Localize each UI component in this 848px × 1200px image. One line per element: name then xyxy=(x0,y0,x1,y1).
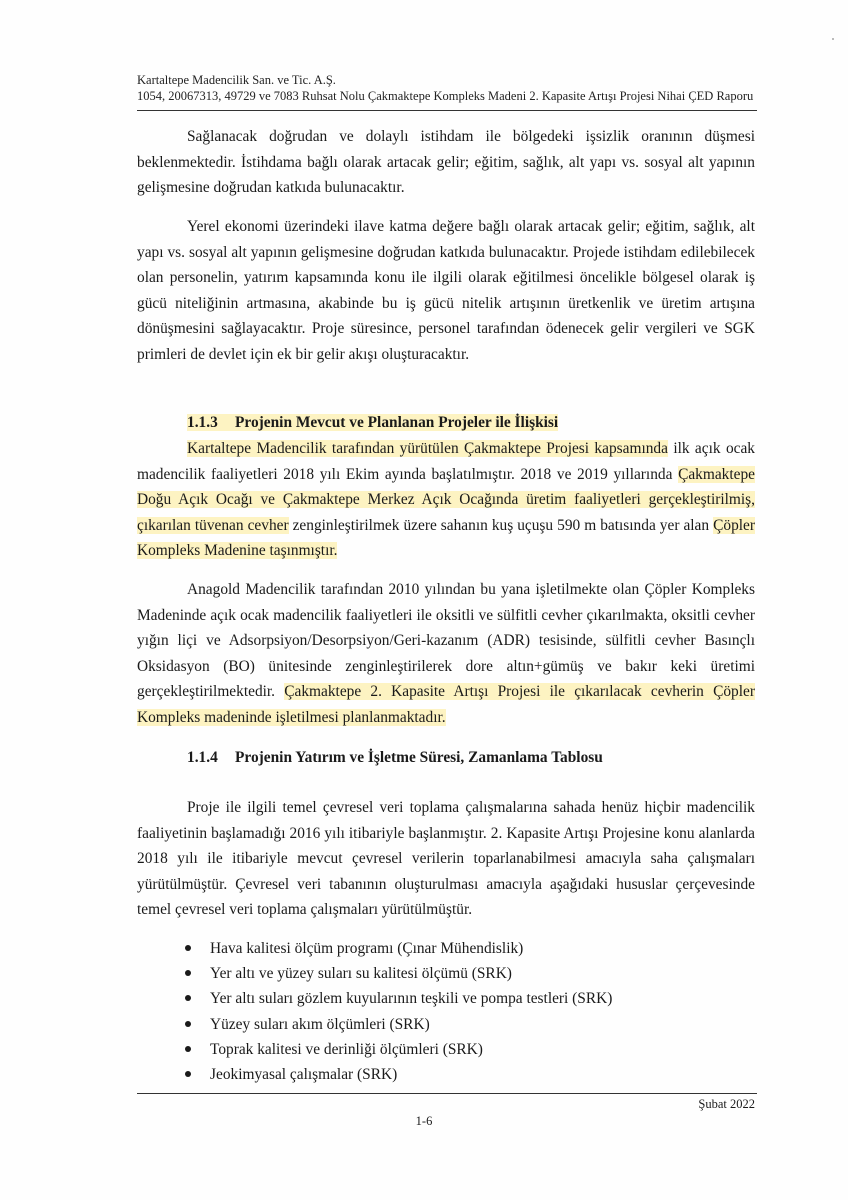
section-title: Projenin Yatırım ve İşletme Süresi, Zamanlama Tablosu xyxy=(235,749,603,766)
list-item: Yüzey suları akım ölçümleri (SRK) xyxy=(180,1012,740,1037)
list-item: Yer altı suları gözlem kuyularının teşkili ve pompa testleri (SRK) xyxy=(180,986,740,1011)
paragraph-data-collection-text: Proje ile ilgili temel çevresel veri toplama çalışmalarına sahada henüz hiçbir madencilik faaliyetinin başlamadığı 2016 yılı itibariyle başlanmıştır. 2. Kapasite Artışı Projesine konu alanlarda 2018 yılı ile itibariyle mevcut çevresel verilerin toparlanabilmesi amacıyla saha çalışmaları yürütülmüştür. Çevresel veri tabanının oluşturulması amacıyla aşağıdaki hususlar çerçevesinde temel çevresel veri toplama çalışmaları yürütülmüştür. xyxy=(137,799,755,919)
body-text: ilk açık ocak madencilik faaliyetleri 2018 yılı Ekim ayında başlatılmıştır. 2018 ve 2019 yıllarında xyxy=(137,440,755,483)
highlight-text: Kartaltepe Madencilik tarafından yürütülen Çakmaktepe Projesi kapsamında xyxy=(187,440,668,457)
highlight-text: Çakmaktepe 2. Kapasite Artışı Projesi ile çıkarılacak cevherin Çöpler Kompleks madeninde işletilmesi planlanmaktadır. xyxy=(137,683,755,726)
paragraph-local-economy-text: Yerel ekonomi üzerindeki ilave katma değere bağlı olarak artacak gelir; eğitim, sağlık, alt yapı vs. sosyal alt yapının gelişmesine doğrudan katkıda bulunacaktır. Projede istihdam edilebilecek olan personelin, yatırım kapsamında konu ile ilgili olarak eğitilmesi öncelikle bölgesel olarak iş gücü niteliğinin artmasına, akabinde bu iş gücü nitelik artışının üretkenlik ve üretim artışına dönüşmesini sağlayacaktır. Proje süresince, personel tarafından ödenecek gelir vergileri ve SGK primleri de devlet için ek bir gelir akışı oluşturacaktır. xyxy=(137,218,755,363)
bullet-icon xyxy=(185,945,191,951)
page-number: 1-6 xyxy=(415,1114,433,1128)
study-list xyxy=(180,936,740,1087)
list-item: Jeokimyasal çalışmalar (SRK) xyxy=(180,1062,740,1087)
running-header xyxy=(137,72,755,104)
paragraph-employment-text: Sağlanacak doğrudan ve dolaylı istihdam ile bölgedeki işsizlik oranının düşmesi beklenmektedir. İstihdama bağlı olarak artacak gelir; eğitim, sağlık, alt yapı vs. sosyal alt yapının gelişmesine doğrudan katkıda bulunacaktır. xyxy=(137,128,755,197)
paragraph-data-collection xyxy=(137,795,755,923)
list-item: Toprak kalitesi ve derinliği ölçümleri (SRK) xyxy=(180,1037,740,1062)
list-item: Hava kalitesi ölçüm programı (Çınar Mühendislik) xyxy=(180,936,740,961)
scan-speck xyxy=(832,38,834,40)
section-heading-1-1-4 xyxy=(187,749,603,767)
header-company: Kartaltepe Madencilik San. ve Tic. A.Ş. xyxy=(137,73,336,87)
body-text: zenginleştirilmek üzere sahanın kuş uçuşu 590 m batısında yer alan xyxy=(288,516,714,534)
paragraph-local-economy xyxy=(137,214,755,368)
footer-date: Şubat 2022 xyxy=(698,1097,755,1111)
body-text: Anagold Madencilik tarafından 2010 yılından bu yana işletilmekte olan Çöpler Kompleks Madeninde açık ocak madencilik faaliyetleri ile oksitli ve sülfitli cevher çıkarılmakta, oksitli cevher yığın liçi ve Adsorpsiyon/Desorpsiyon/Geri-kazanım (ADR) tesisinde, sülfitli cevher Basınçlı Oksidasyon (BO) ünitesinde zenginleştirilerek dore altın+gümüş ve bakır keki üretimi gerçekleştirilmektedir. xyxy=(137,581,755,701)
bullet-icon xyxy=(185,1046,191,1052)
highlight-text: Çakmaktepe Doğu Açık Ocağı ve Çakmaktepe Merkez Açık Ocağında üretim faaliyetleri gerçekleştirilmiş, çıkarılan tüvenan cevher xyxy=(137,465,755,534)
bullet-icon xyxy=(185,995,191,1001)
header-divider xyxy=(137,110,757,111)
section-number: 1.1.4 xyxy=(187,749,218,766)
section-title: Projenin Mevcut ve Planlanan Projeler ile İlişkisi xyxy=(235,414,559,431)
paragraph-employment xyxy=(137,124,755,201)
section-heading-1-1-3 xyxy=(187,414,558,432)
paragraph-cakmaktepe-project xyxy=(137,436,755,564)
bullet-icon xyxy=(185,1021,191,1027)
bullet-icon xyxy=(185,970,191,976)
list-item: Yer altı ve yüzey suları su kalitesi ölçümü (SRK) xyxy=(180,961,740,986)
footer-divider xyxy=(137,1093,757,1094)
bullet-icon xyxy=(185,1071,191,1077)
section-number: 1.1.3 xyxy=(187,414,218,431)
paragraph-copler-mine xyxy=(137,577,755,731)
header-report-title: 1054, 20067313, 49729 ve 7083 Ruhsat Nolu Çakmaktepe Kompleks Madeni 2. Kapasite Artışı Projesi Nihai ÇED Raporu xyxy=(137,89,754,103)
highlight-text: Çöpler Kompleks Madenine taşınmıştır. xyxy=(137,516,755,560)
